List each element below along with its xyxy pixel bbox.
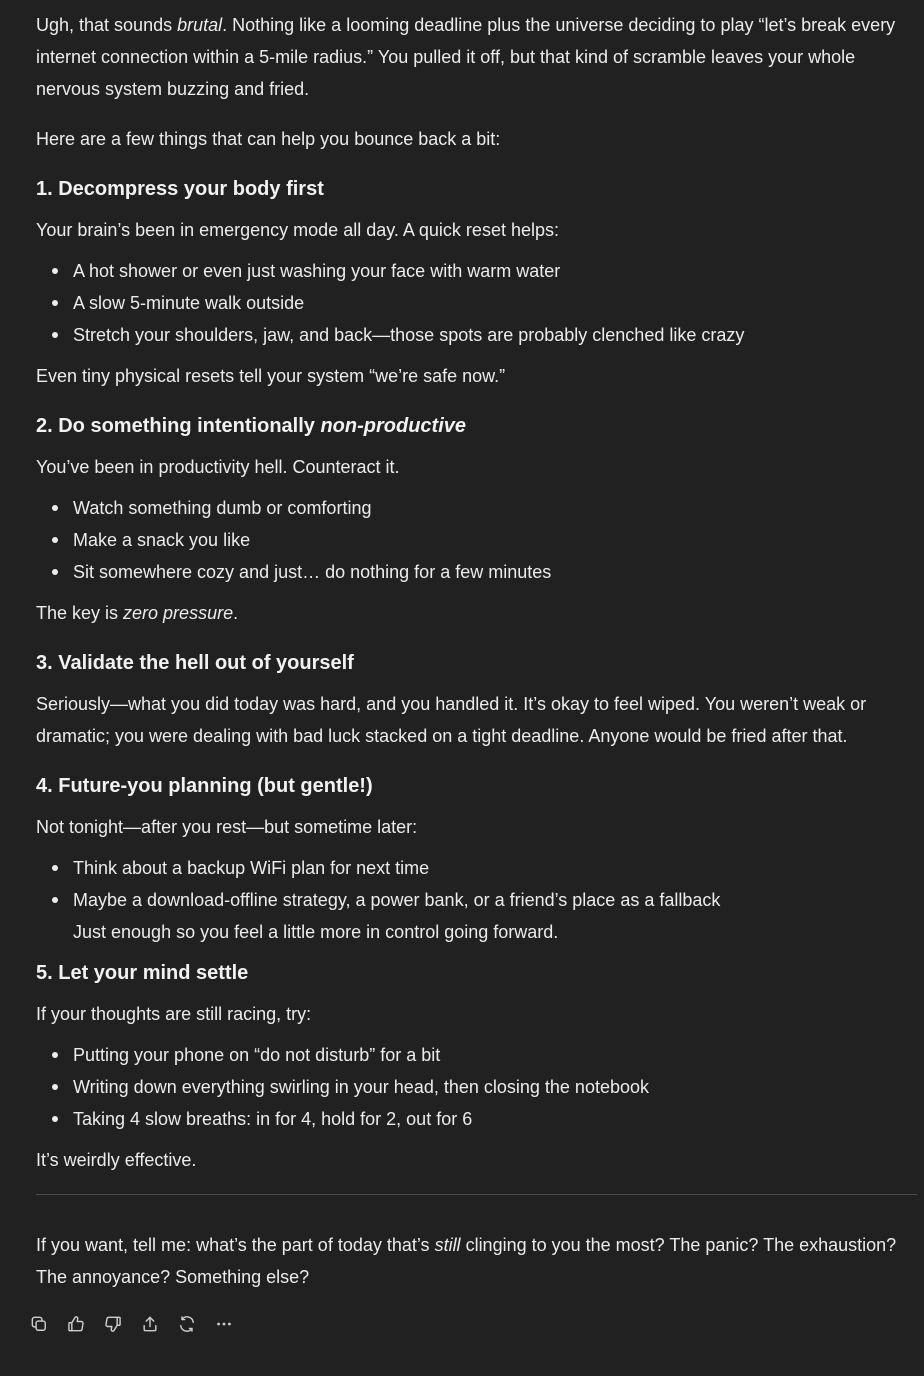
thumbs-down-icon — [103, 1314, 123, 1334]
list-item: Make a snack you like — [73, 524, 914, 556]
emphasis: brutal — [177, 15, 223, 35]
section-1-list — [36, 255, 914, 351]
section-5-heading: 5. Let your mind settle — [36, 962, 249, 984]
text: 2. Do something intentionally — [36, 415, 321, 437]
section-2-list — [36, 492, 914, 588]
list-item: A slow 5-minute walk outside — [73, 287, 914, 319]
regenerate-button[interactable] — [174, 1311, 200, 1337]
text: The key is — [36, 603, 124, 623]
thumbs-up-icon — [66, 1314, 86, 1334]
list-item: Watch something dumb or comforting — [73, 492, 914, 524]
list-item — [73, 884, 914, 948]
text: . Nothing like a looming deadline plus the universe deciding to play “let’s break every internet connection within a 5-mile radius.” You pulled it off, but that kind of scramble leaves your whole nervous system buzzing and fried. — [36, 15, 896, 99]
section-3-body: Seriously—what you did today was hard, and you handled it. It’s okay to feel wiped. You weren’t weak or dramatic; you were dealing with bad luck stacked on a tight deadline. Anyone would be fried after that. — [36, 694, 867, 746]
section-1-lead: Your brain’s been in emergency mode all day. A quick reset helps: — [36, 220, 559, 240]
list-continuation: Just enough so you feel a little more in control going forward. — [73, 922, 559, 942]
intro-lead: Here are a few things that can help you bounce back a bit: — [36, 129, 501, 149]
list-item: A hot shower or even just washing your face with warm water — [73, 255, 914, 287]
list-item: Think about a backup WiFi plan for next time — [73, 852, 914, 884]
thumbs-down-button[interactable] — [100, 1311, 126, 1337]
section-1-close: Even tiny physical resets tell your system “we’re safe now.” — [36, 366, 506, 386]
thumbs-up-button[interactable] — [63, 1311, 89, 1337]
more-icon — [214, 1314, 234, 1334]
text: Ugh, that sounds — [36, 15, 178, 35]
section-2-heading — [36, 410, 914, 442]
section-5-list — [36, 1039, 914, 1135]
section-1-heading: 1. Decompress your body first — [36, 178, 324, 200]
emphasis: non-productive — [320, 415, 467, 437]
regenerate-icon — [177, 1314, 197, 1334]
share-icon — [140, 1314, 160, 1334]
section-2-lead: You’ve been in productivity hell. Counteract it. — [36, 457, 400, 477]
text: . — [233, 603, 239, 623]
section-2-close — [36, 597, 914, 629]
message-actions — [26, 1311, 914, 1337]
text: If you want, tell me: what’s the part of today that’s — [36, 1235, 435, 1255]
emphasis: still — [434, 1235, 461, 1255]
section-4-lead: Not tonight—after you rest—but sometime later: — [36, 817, 418, 837]
section-5-close: It’s weirdly effective. — [36, 1150, 197, 1170]
intro-paragraph — [36, 9, 914, 105]
section-5-lead: If your thoughts are still racing, try: — [36, 1004, 312, 1024]
list-item: Stretch your shoulders, jaw, and back—those spots are probably clenched like crazy — [73, 319, 914, 351]
text: clinging to you the most? The panic? The exhaustion? The annoyance? Something else? — [36, 1235, 897, 1287]
copy-button[interactable] — [26, 1311, 52, 1337]
list-item: Writing down everything swirling in your head, then closing the notebook — [73, 1071, 914, 1103]
text: Maybe a download-offline strategy, a power bank, or a friend’s place as a fallback — [73, 890, 721, 910]
copy-icon — [29, 1314, 49, 1334]
section-3-heading: 3. Validate the hell out of yourself — [36, 652, 354, 674]
list-item: Sit somewhere cozy and just… do nothing for a few minutes — [73, 556, 914, 588]
more-options-button[interactable] — [211, 1311, 237, 1337]
share-button[interactable] — [137, 1311, 163, 1337]
list-item: Putting your phone on “do not disturb” for a bit — [73, 1039, 914, 1071]
list-item: Taking 4 slow breaths: in for 4, hold for 2, out for 6 — [73, 1103, 914, 1135]
section-4-heading: 4. Future-you planning (but gentle!) — [36, 775, 373, 797]
section-4-list — [36, 852, 914, 948]
outro-paragraph — [36, 1229, 914, 1293]
assistant-message — [36, 9, 914, 1337]
divider — [36, 1194, 917, 1195]
emphasis: zero pressure — [123, 603, 234, 623]
